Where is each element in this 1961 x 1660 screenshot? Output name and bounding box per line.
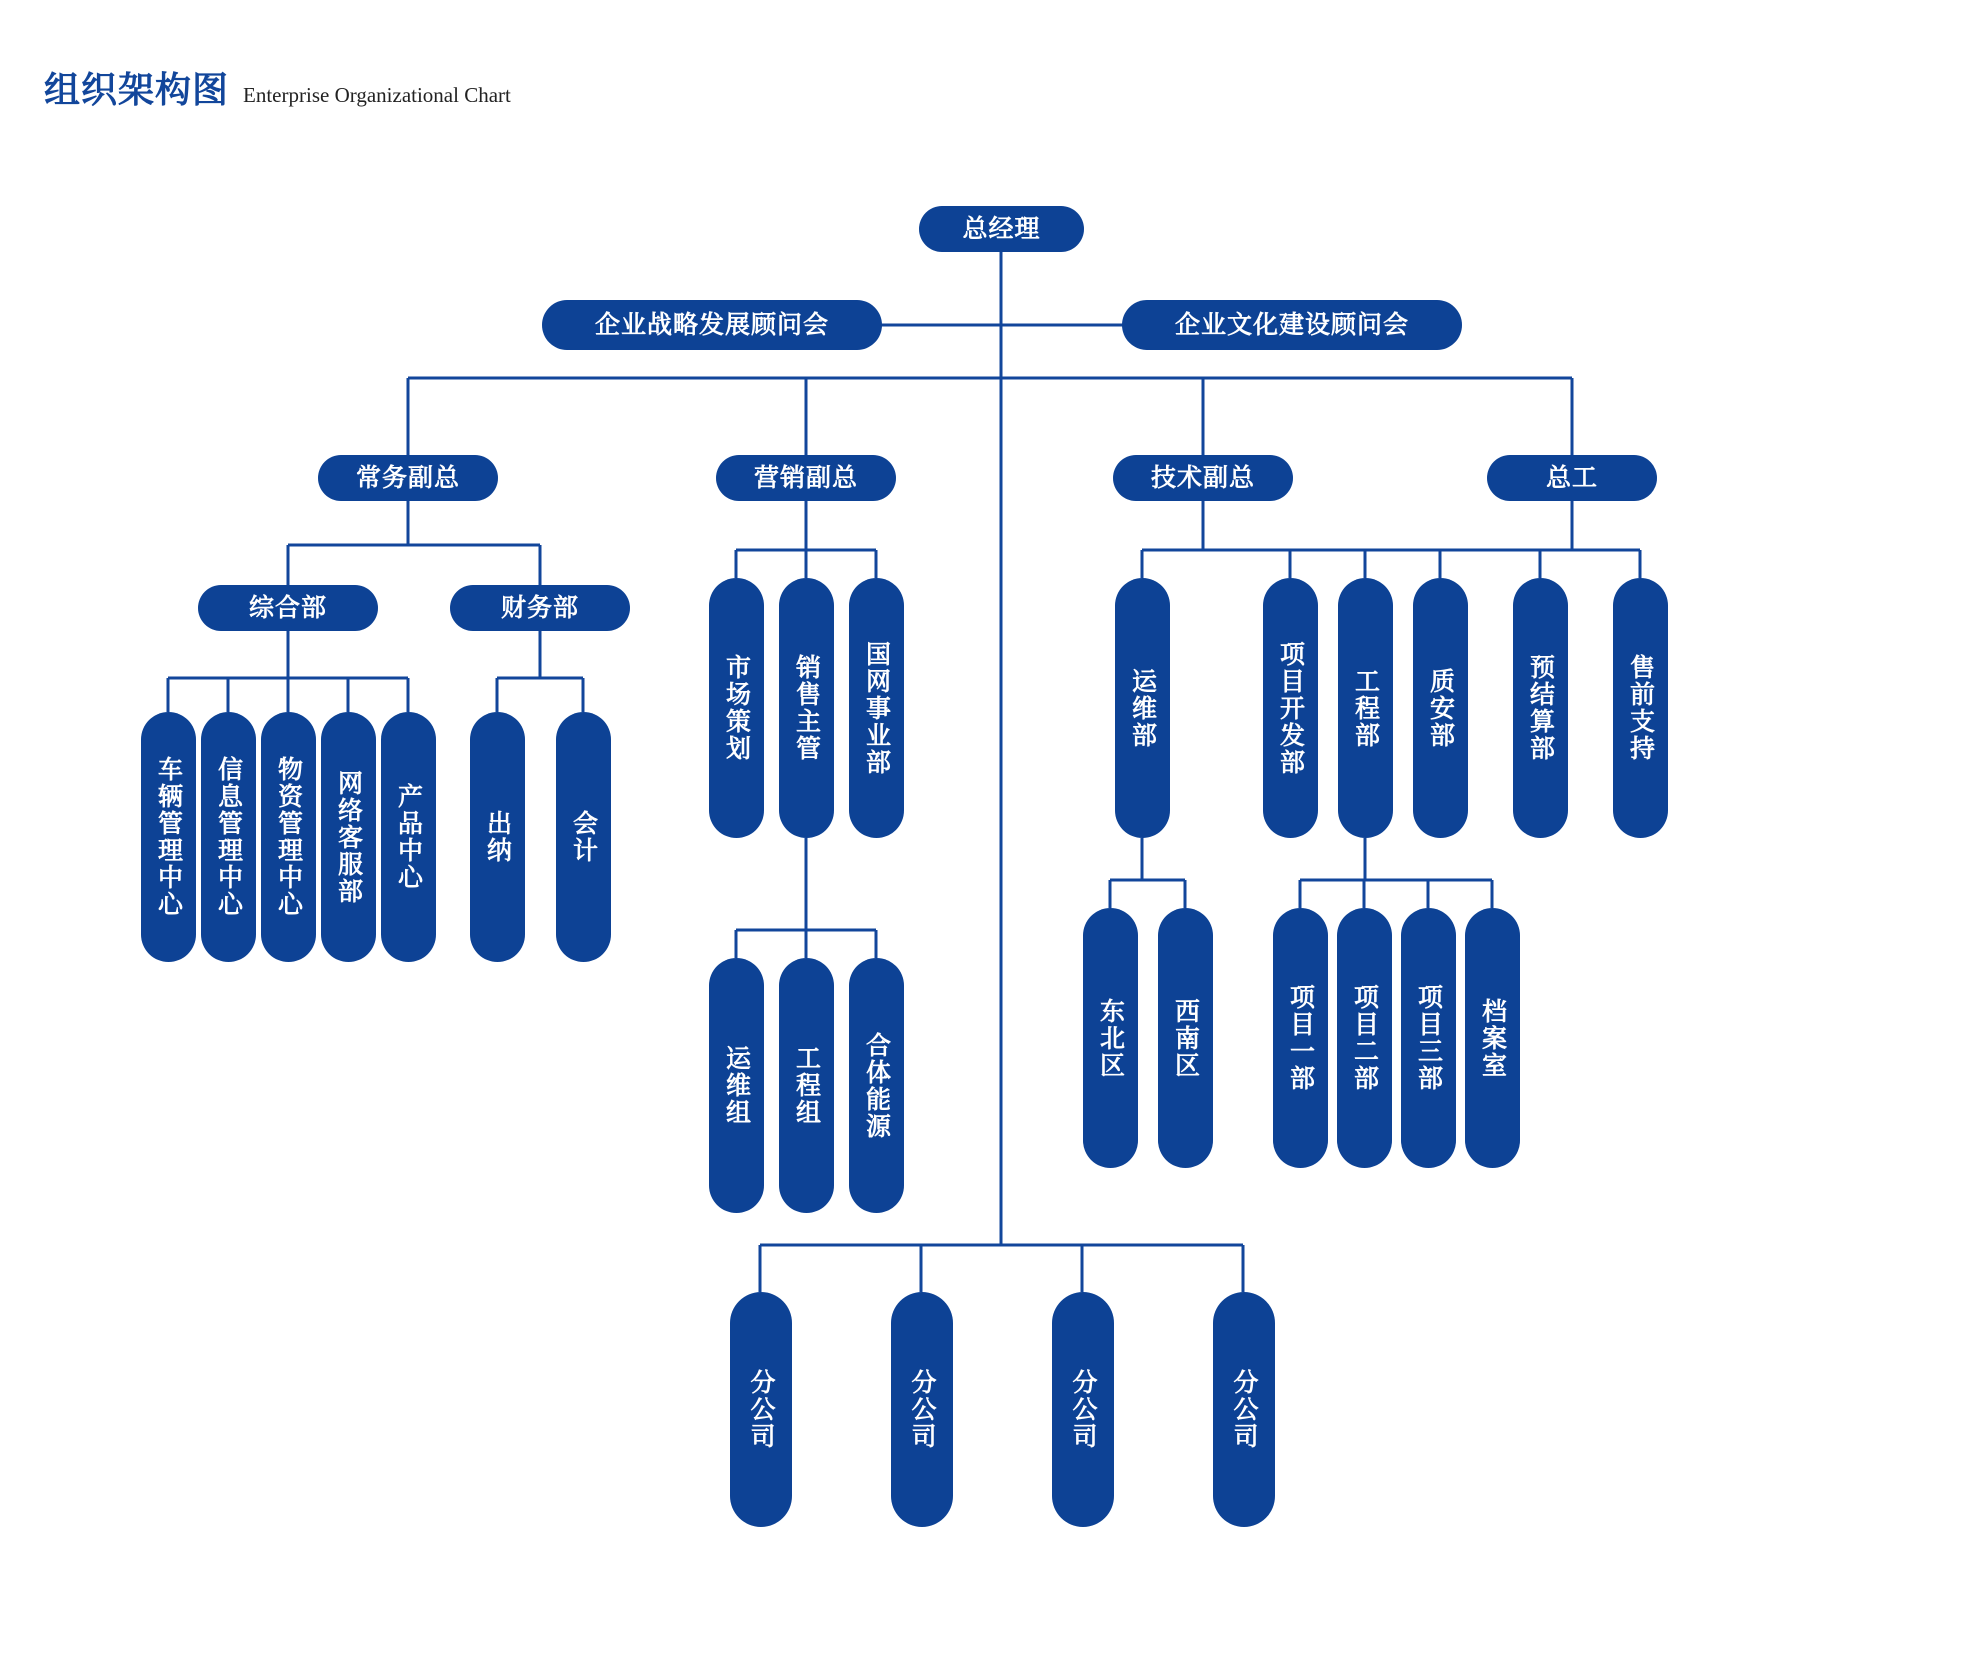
node-label: 市场策划 (722, 654, 751, 762)
node-label: 出纳 (483, 810, 512, 864)
node-budget-settlement-dept[interactable] (1513, 578, 1568, 838)
node-branch-company-2[interactable] (891, 1292, 953, 1527)
node-branch-company-3[interactable] (1052, 1292, 1114, 1527)
node-label: 产品中心 (394, 783, 423, 891)
node-label: 运维组 (722, 1045, 751, 1126)
node-label: 分公司 (747, 1369, 775, 1450)
node-label: 销售主管 (792, 654, 821, 762)
node-label: 分公司 (1069, 1369, 1097, 1450)
node-label: 综合部 (248, 594, 327, 622)
node-label: 分公司 (908, 1369, 936, 1450)
node-strategy-advisory[interactable] (542, 300, 882, 350)
node-label: 西南区 (1171, 997, 1200, 1079)
node-technical-vp[interactable] (1113, 455, 1293, 501)
node-project-dept-three[interactable] (1401, 908, 1456, 1168)
chart-title-cn: 组织架构图 (44, 69, 230, 110)
node-network-customer-service-dept[interactable] (321, 712, 376, 962)
node-operations-group[interactable] (709, 958, 764, 1213)
node-accountant[interactable] (556, 712, 611, 962)
node-label: 常务副总 (355, 464, 460, 492)
node-market-planning[interactable] (709, 578, 764, 838)
node-archive-room[interactable] (1465, 908, 1520, 1168)
node-engineering-dept[interactable] (1338, 578, 1393, 838)
node-marketing-vp[interactable] (716, 455, 896, 501)
node-label: 档案室 (1478, 997, 1507, 1079)
node-label: 企业文化建设顾问会 (1174, 311, 1409, 339)
node-label: 合体能源 (862, 1031, 891, 1140)
node-label: 东北区 (1096, 997, 1125, 1079)
node-label: 技术副总 (1150, 464, 1255, 492)
chart-title (44, 62, 511, 113)
node-finance-dept[interactable] (450, 585, 630, 631)
node-label: 项目三部 (1414, 984, 1443, 1092)
node-project-dept-one[interactable] (1273, 908, 1328, 1168)
node-presales-support[interactable] (1613, 578, 1668, 838)
node-operations-maintenance-dept[interactable] (1115, 578, 1170, 838)
node-general-manager[interactable] (919, 206, 1084, 252)
node-engineering-group[interactable] (779, 958, 834, 1213)
node-vehicle-management-center[interactable] (141, 712, 196, 962)
node-label: 项目开发部 (1276, 640, 1305, 776)
node-integrated-energy[interactable] (849, 958, 904, 1213)
node-information-management-center[interactable] (201, 712, 256, 962)
node-label: 售前支持 (1626, 654, 1655, 762)
node-sales-manager[interactable] (779, 578, 834, 838)
node-southwest-region[interactable] (1158, 908, 1213, 1168)
node-chief-engineer[interactable] (1487, 455, 1657, 501)
node-branch-company-4[interactable] (1213, 1292, 1275, 1527)
node-materials-management-center[interactable] (261, 712, 316, 962)
node-label: 项目二部 (1350, 984, 1379, 1092)
chart-title-en: Enterprise Organizational Chart (243, 83, 511, 107)
node-cashier[interactable] (470, 712, 525, 962)
node-label: 财务部 (500, 594, 579, 622)
node-label: 信息管理中心 (214, 756, 243, 918)
node-label: 营销副总 (753, 464, 858, 492)
node-project-dept-two[interactable] (1337, 908, 1392, 1168)
node-executive-vp[interactable] (318, 455, 498, 501)
node-state-grid-division[interactable] (849, 578, 904, 838)
node-northeast-region[interactable] (1083, 908, 1138, 1168)
node-label: 工程部 (1351, 667, 1380, 749)
node-label: 总工 (1545, 464, 1598, 492)
node-label: 企业战略发展顾问会 (594, 311, 829, 339)
node-culture-advisory[interactable] (1122, 300, 1462, 350)
node-label: 物资管理中心 (274, 756, 303, 918)
node-label: 会计 (569, 810, 598, 864)
node-label: 工程组 (792, 1045, 821, 1126)
node-product-center[interactable] (381, 712, 436, 962)
node-label: 车辆管理中心 (154, 756, 183, 918)
node-label: 预结算部 (1526, 654, 1555, 762)
node-label: 质安部 (1426, 667, 1455, 749)
node-project-development-dept[interactable] (1263, 578, 1318, 838)
node-label: 分公司 (1230, 1369, 1258, 1450)
node-label: 项目一部 (1286, 984, 1315, 1092)
node-label: 总经理 (962, 215, 1041, 243)
node-label: 运维部 (1128, 667, 1157, 749)
node-label: 国网事业部 (862, 640, 891, 776)
node-label: 网络客服部 (334, 769, 363, 905)
node-branch-company-1[interactable] (730, 1292, 792, 1527)
node-quality-safety-dept[interactable] (1413, 578, 1468, 838)
node-general-affairs-dept[interactable] (198, 585, 378, 631)
